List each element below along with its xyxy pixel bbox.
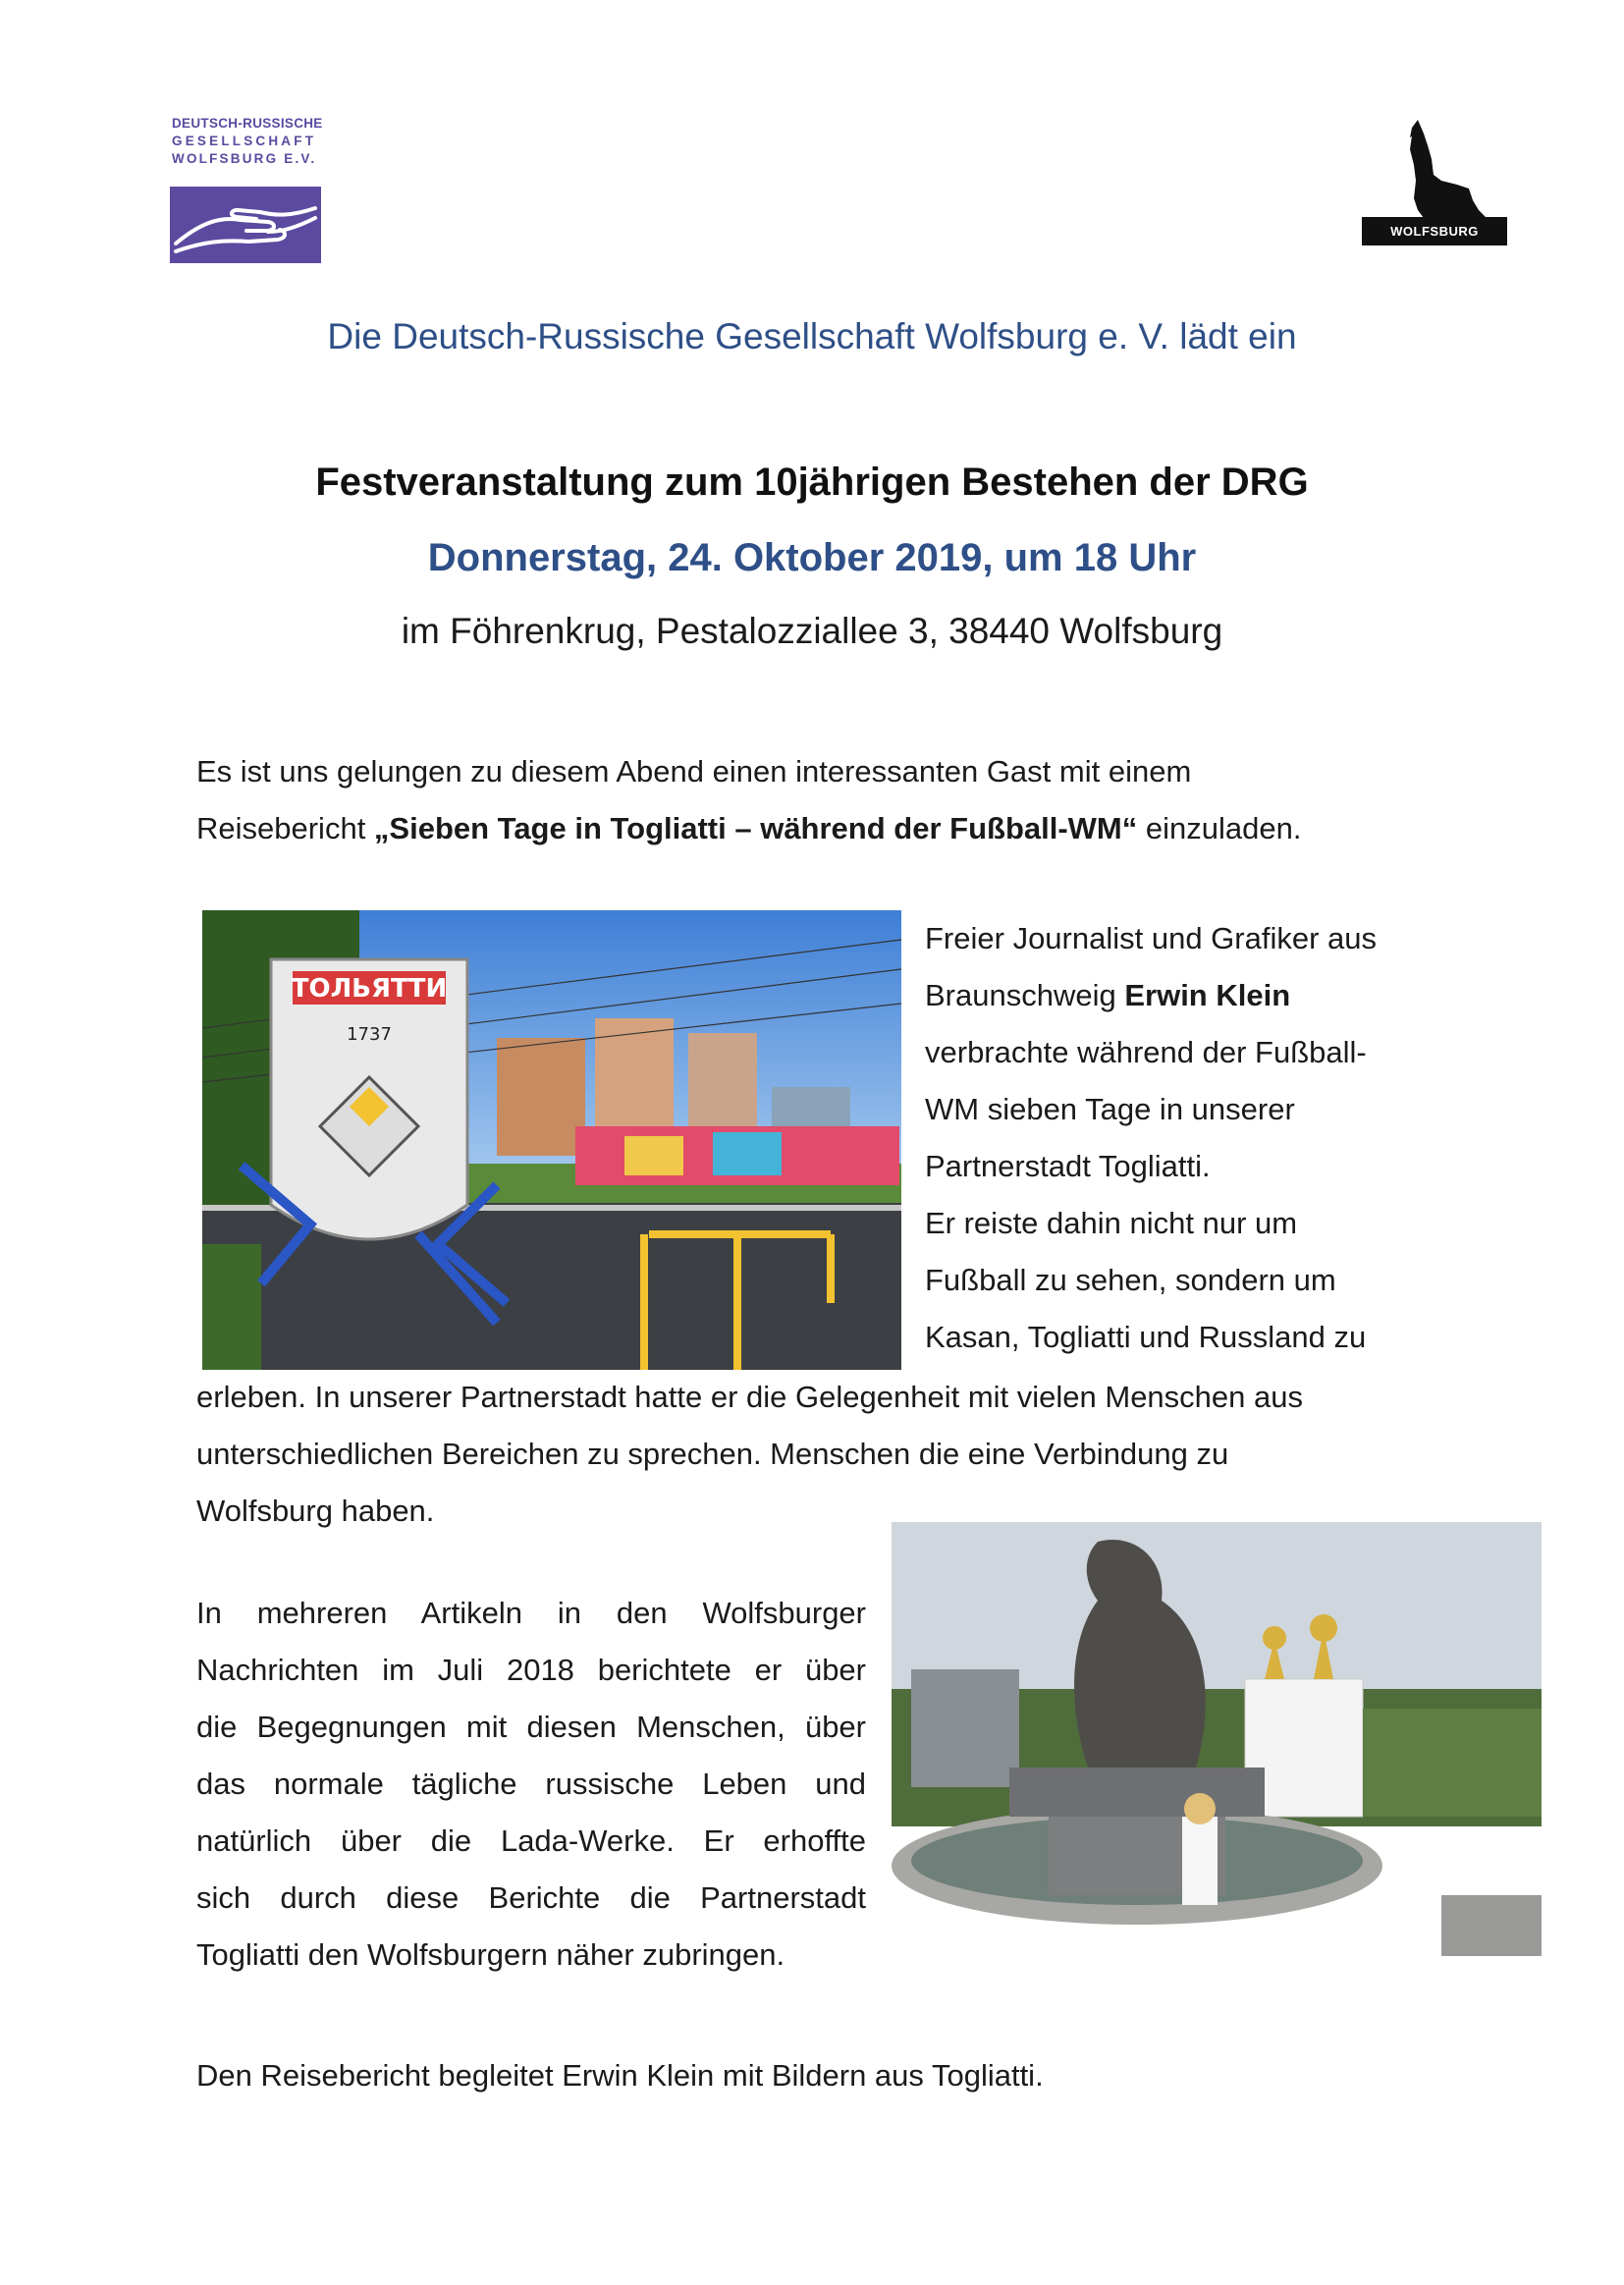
para2-side-line: Fußball zu sehen, sondern um <box>925 1263 1336 1297</box>
erwin-prefix: Braunschweig <box>925 978 1125 1012</box>
para4: Den Reisebericht begleitet Erwin Klein mit Bildern aus Togliatti. <box>196 2058 1044 2093</box>
para3-line: sich durch diese Berichte die Partnerstadt <box>196 1880 866 1915</box>
para3-line: die Begegnungen mit diesen Menschen, über <box>196 1710 866 1744</box>
para2-side-line: verbrachte während der Fußball- <box>925 1035 1367 1069</box>
para2-side-line: WM sieben Tage in unserer <box>925 1092 1295 1126</box>
sign-text: ТОЛЬЯТТИ <box>291 974 448 1004</box>
para1-line2 <box>196 800 1301 857</box>
para2-full-text <box>196 1369 1303 1540</box>
togliatti-sign-photo <box>202 910 901 1370</box>
para2-side-line: Kasan, Togliatti und Russland zu <box>925 1320 1367 1354</box>
para1-suffix: einzuladen. <box>1137 811 1302 845</box>
report-title: „Sieben Tage in Togliatti – während der Fußball-WM“ <box>373 811 1138 845</box>
para2-side-line: Partnerstadt Togliatti. <box>925 1149 1211 1183</box>
para2-full-line: unterschiedlichen Bereichen zu sprechen. Menschen die eine Verbindung zu <box>196 1437 1229 1471</box>
para2-side-line: Freier Journalist und Grafiker aus <box>925 921 1378 955</box>
para2-full-line: Wolfsburg haben. <box>196 1494 435 1528</box>
para2-side-text <box>925 910 1377 1366</box>
event-date: Donnerstag, 24. Oktober 2019, um 18 Uhr <box>427 536 1197 579</box>
intro-title: Die Deutsch-Russische Gesellschaft Wolfsburg e. V. lädt ein <box>327 316 1297 356</box>
para2-full-line: erleben. In unserer Partnerstadt hatte er die Gelegenheit mit vielen Menschen aus <box>196 1380 1303 1414</box>
para3-line: natürlich über die Lada-Werke. Er erhoffte <box>196 1823 866 1858</box>
para3-line: In mehreren Artikeln in den Wolfsburger <box>196 1596 866 1630</box>
event-title: Festveranstaltung zum 10jährigen Bestehen der DRG <box>315 461 1309 504</box>
drg-logo-line1: DEUTSCH-RUSSISCHE <box>172 116 323 131</box>
drg-logo-hands-icon <box>170 187 321 263</box>
para3-last-line: Togliatti den Wolfsburgern näher zubringen. <box>196 1937 785 1972</box>
para3-line: Nachrichten im Juli 2018 berichtete er über <box>196 1653 866 1687</box>
para1-prefix: Reisebericht <box>196 811 374 845</box>
drg-logo-text <box>172 115 329 168</box>
event-place: im Föhrenkrug, Pestalozziallee 3, 38440 Wolfsburg <box>401 611 1223 651</box>
monument-photo <box>892 1522 1542 1956</box>
sign-year: 1737 <box>347 1024 392 1045</box>
para3-line: das normale tägliche russische Leben und <box>196 1767 866 1801</box>
erwin-name: Erwin Klein <box>1124 978 1291 1012</box>
drg-logo-line2: GESELLSCHAFT <box>172 134 317 148</box>
para2-side-line: Er reiste dahin nicht nur um <box>925 1206 1298 1240</box>
drg-logo-line3: WOLFSBURG E.V. <box>172 151 317 166</box>
wolfsburg-logo-label: WOLFSBURG <box>1362 217 1507 245</box>
para1-line1: Es ist uns gelungen zu diesem Abend einen interessanten Gast mit einem <box>196 754 1192 789</box>
para2-erwin-line <box>925 967 1377 1024</box>
